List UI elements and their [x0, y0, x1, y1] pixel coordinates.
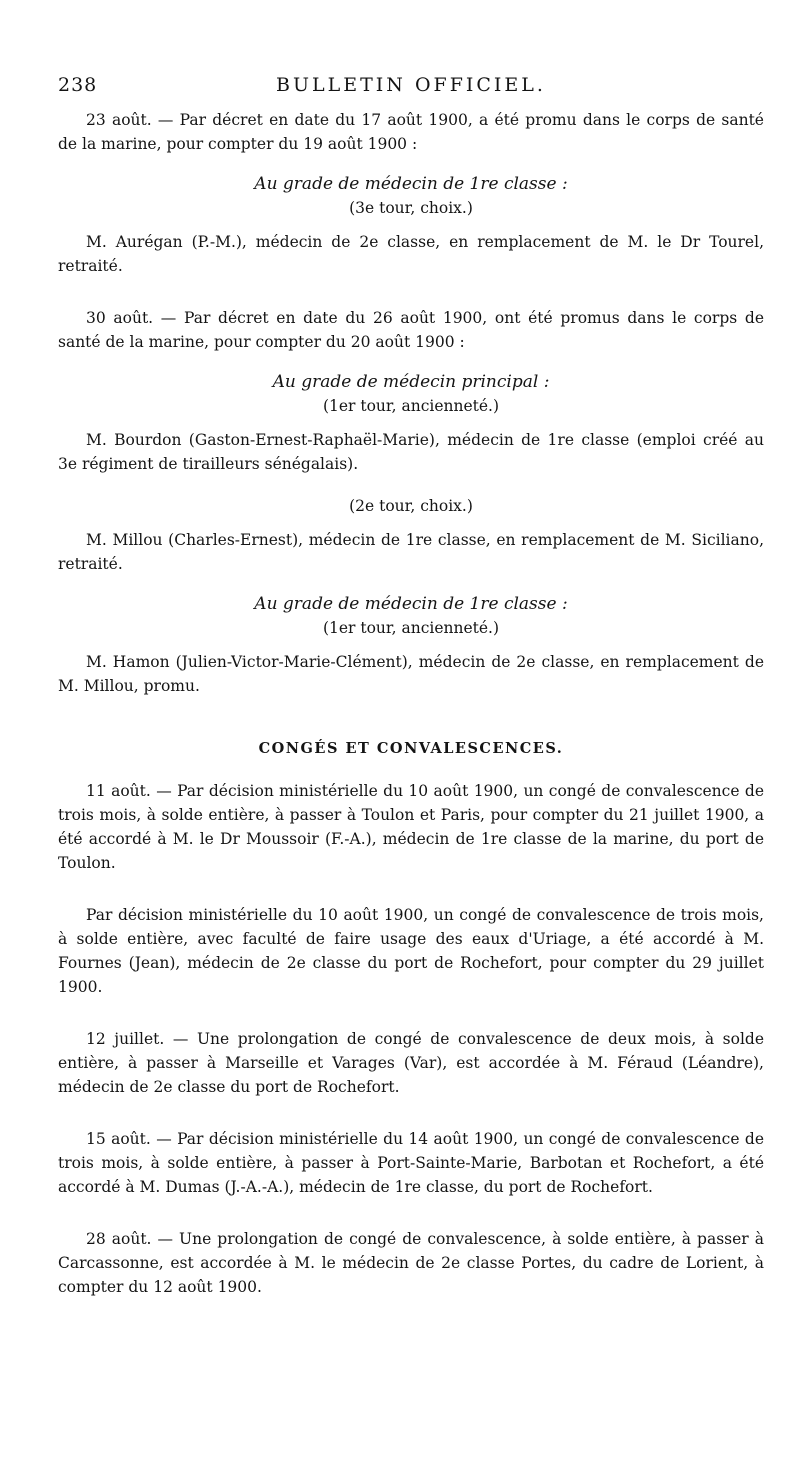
decree-date-1: 23 août. [86, 111, 152, 129]
decree-paragraph-2: 30 août. — Par décret en date du 26 août 1900, ont été promus dans le corps de santé de la marine, pour compter du 20 août 1900 : [58, 309, 764, 351]
grade-heading-1: Au grade de médecin de 1re classe : [254, 174, 568, 194]
grade-heading-2: Au grade de médecin principal : [272, 372, 550, 392]
promotion-entry-3: M. Millou (Charles-Ernest), médecin de 1re classe, en remplacement de M. Siciliano, retraité. [58, 531, 764, 573]
document-page [58, 74, 764, 1299]
leave-item-1: 11 août. — Par décision ministérielle du 10 août 1900, un congé de convalescence de trois mois, à solde entière, à passer à Toulon et Paris, pour compter du 21 juillet 1900, a été accordé à M. le Dr Moussoir (F.-A.), médecin de 1re classe de la marine, du port de Toulon. [58, 782, 764, 872]
leave-item-4: 15 août. — Par décision ministérielle du 14 août 1900, un congé de convalescence de trois mois, à solde entière, à passer à Port-Sainte-Marie, Barbotan et Rochefort, a été accordé à M. Dumas (J.-A.-A.), médecin de 1re classe, du port de Rochefort. [58, 1130, 764, 1196]
promotion-entry-1: M. Aurégan (P.-M.), médecin de 2e classe, en remplacement de M. le Dr Tourel, retraité. [58, 233, 764, 275]
leave-item-5: 28 août. — Une prolongation de congé de convalescence, à solde entière, à passer à Carcassonne, est accordée à M. le médecin de 2e classe Portes, du cadre de Lorient, à compter du 12 août 1900. [58, 1230, 764, 1296]
promotion-entry-2: M. Bourdon (Gaston-Ernest-Raphaël-Marie), médecin de 1re classe (emploi créé au 3e régiment de tirailleurs sénégalais). [58, 431, 764, 473]
rank-note-3: (2e tour, choix.) [349, 497, 473, 515]
decree-text-2: Par décret en date du 26 août 1900, ont été promus dans le corps de santé de la marine, pour compter du 20 août 1900 : [58, 309, 764, 351]
page-header [58, 74, 764, 104]
decree-text-1: Par décret en date du 17 août 1900, a été promu dans le corps de santé de la marine, pour compter du 19 août 1900 : [58, 111, 764, 153]
leave-item-3: 12 juillet. — Une prolongation de congé de convalescence de deux mois, à solde entière, à passer à Marseille et Varages (Var), est accordée à M. Féraud (Léandre), médecin de 2e classe du port de Rochefort. [58, 1030, 764, 1096]
rank-note-4: (1er tour, ancienneté.) [322, 619, 500, 637]
page-number: 238 [58, 74, 98, 96]
decree-date-2: 30 août. [86, 309, 154, 327]
running-title: BULLETIN OFFICIEL. [276, 74, 546, 96]
promotion-entry-4: M. Hamon (Julien-Victor-Marie-Clément), médecin de 2e classe, en remplacement de M. Millou, promu. [58, 653, 764, 695]
leave-item-2: Par décision ministérielle du 10 août 1900, un congé de convalescence de trois mois, à solde entière, avec faculté de faire usage des eaux d'Uriage, a été accordé à M. Fournes (Jean), médecin de 2e classe du port de Rochefort, pour compter du 29 juillet 1900. [58, 906, 764, 996]
decree-paragraph-1: 23 août. — Par décret en date du 17 août 1900, a été promu dans le corps de santé de la marine, pour compter du 19 août 1900 : [58, 111, 764, 153]
section-title: CONGÉS ET CONVALESCENCES. [258, 740, 564, 757]
rank-note-1: (3e tour, choix.) [349, 199, 473, 217]
rank-note-2: (1er tour, ancienneté.) [322, 397, 500, 415]
grade-heading-3: Au grade de médecin de 1re classe : [254, 594, 568, 614]
